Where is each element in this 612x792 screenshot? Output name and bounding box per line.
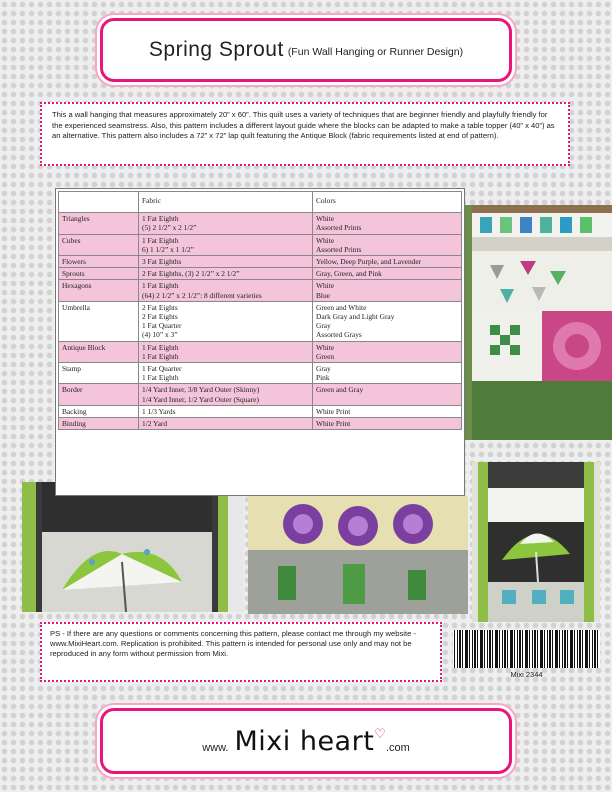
page-title: Spring Sprout xyxy=(148,38,284,61)
fabric-requirements-table xyxy=(55,188,465,496)
table-row xyxy=(59,234,462,255)
table-cell-colors xyxy=(313,256,462,268)
table-cell-block: Border xyxy=(59,384,139,405)
color-line: Assorted Prints xyxy=(316,223,362,233)
fabric-line: 1 Fat Eighth xyxy=(142,281,179,291)
fabric-line: (4) 10” x 3” xyxy=(142,330,178,340)
flowers-photo xyxy=(248,496,468,614)
fabric-line: 1 Fat Quarter xyxy=(142,364,182,374)
color-line: Assorted Prints xyxy=(316,244,362,254)
table-cell-colors xyxy=(313,384,462,405)
table-cell-fabric xyxy=(139,405,313,417)
table-cell-colors xyxy=(313,213,462,234)
color-line: Gray, Green, and Pink xyxy=(316,269,382,279)
brand-logo: Mixi heart xyxy=(234,725,375,757)
quilt-photo-right xyxy=(460,205,612,440)
fabric-line: 2 Fat Eights xyxy=(142,302,178,312)
table-cell-colors xyxy=(313,280,462,301)
table-cell-block: Antique Block xyxy=(59,341,139,362)
color-line: Gray xyxy=(316,364,331,374)
table-cell-block: Sprouts xyxy=(59,268,139,280)
table-cell-fabric xyxy=(139,301,313,341)
heart-icon: ♡ xyxy=(374,726,386,741)
color-line: White Print xyxy=(316,419,351,429)
page-subtitle: (Fun Wall Hanging or Runner Design) xyxy=(287,46,464,58)
table-cell-colors xyxy=(313,234,462,255)
table-row xyxy=(59,341,462,362)
table-cell-fabric xyxy=(139,280,313,301)
color-line: White Print xyxy=(316,406,351,416)
fabric-line: 1/2 Yard xyxy=(142,419,168,429)
color-line: Blue xyxy=(316,290,330,300)
table-header-colors: Colors xyxy=(313,192,462,213)
color-line: White xyxy=(316,235,335,245)
table-cell-block: Binding xyxy=(59,418,139,430)
fabric-line: 1 Fat Quarter xyxy=(142,321,182,331)
footer-banner xyxy=(100,708,512,774)
table-cell-colors xyxy=(313,418,462,430)
fabric-line: (64) 2 1/2” x 2 1/2”: 8 different varieties xyxy=(142,290,262,300)
table-cell-colors xyxy=(313,301,462,341)
color-line: White xyxy=(316,281,335,291)
fabric-line: 1 Fat Eighth xyxy=(142,235,179,245)
umbrella-photo-left xyxy=(22,482,244,612)
color-line: Dark Gray and Light Gray xyxy=(316,312,395,322)
color-line: Green and Gray xyxy=(316,385,364,395)
color-line: Yellow, Deep Purple, and Lavender xyxy=(316,257,422,267)
fabric-line: 1 Fat Eighth xyxy=(142,373,179,383)
table-cell-fabric xyxy=(139,363,313,384)
table-cell-fabric xyxy=(139,384,313,405)
color-line: Assorted Grays xyxy=(316,330,362,340)
barcode xyxy=(453,630,600,668)
intro-text: This a wall hanging that measures approximately 20” x 60”. This quilt uses a variety of techniques that are beginner friendly and playfully friendly for the experienced seamstress. Also, this pattern includes a different layout guide where the blocks can be adapted to make a table topper (40” x 40”) as an alternative. This pattern also includes a 72” x 72” lap quilt featuring the Antique Block (fabric requirements listed at end of pattern). xyxy=(40,102,570,166)
table-header-block xyxy=(59,192,139,213)
table-row xyxy=(59,418,462,430)
table-row xyxy=(59,384,462,405)
table-row xyxy=(59,301,462,341)
fabric-line: 1 Fat Eighth xyxy=(142,342,179,352)
color-line: Green xyxy=(316,351,335,361)
table-row xyxy=(59,213,462,234)
website-suffix: .com xyxy=(385,742,410,754)
fabric-line: 1 Fat Eighth xyxy=(142,351,179,361)
color-line: White xyxy=(316,214,335,224)
color-line: Pink xyxy=(316,373,330,383)
fabric-line: 2 Fat Eighths, (3) 2 1/2” x 2 1/2” xyxy=(142,269,240,279)
table-cell-colors xyxy=(313,268,462,280)
table-cell-block: Flowers xyxy=(59,256,139,268)
table-cell-fabric xyxy=(139,234,313,255)
table-cell-fabric xyxy=(139,418,313,430)
title-banner xyxy=(100,18,512,82)
table-row xyxy=(59,268,462,280)
table-cell-block: Triangles xyxy=(59,213,139,234)
table-header-fabric: Fabric xyxy=(139,192,313,213)
umbrella-photo-right xyxy=(472,462,600,622)
table-row xyxy=(59,256,462,268)
fabric-line: (5) 2 1/2” x 2 1/2” xyxy=(142,223,197,233)
table-cell-block: Hexagons xyxy=(59,280,139,301)
fabric-line: 1/4 Yard Inner, 3/8 Yard Outer (Skinny) xyxy=(142,385,260,395)
table-cell-fabric xyxy=(139,341,313,362)
color-line: Gray xyxy=(316,321,331,331)
table-cell-fabric xyxy=(139,213,313,234)
barcode-label: Mixi 2344 xyxy=(510,670,543,679)
table-cell-colors xyxy=(313,363,462,384)
table-row xyxy=(59,280,462,301)
table-header-row xyxy=(59,192,462,213)
table-cell-block: Umbrella xyxy=(59,301,139,341)
table-cell-fabric xyxy=(139,256,313,268)
fabric-line: 3 Fat Eighths xyxy=(142,257,182,267)
fabric-line: 1 Fat Eighth xyxy=(142,214,179,224)
website-prefix: www. xyxy=(202,742,229,754)
fabric-line: 1/4 Yard Inner, 1/2 Yard Outer (Square) xyxy=(142,394,259,404)
color-line: Green and White xyxy=(316,302,367,312)
color-line: White xyxy=(316,342,335,352)
table-cell-colors xyxy=(313,405,462,417)
ps-note: PS - If there are any questions or comments concerning this pattern, please contact me through my website - www.MixiHeart.com. Replication is prohibited. This pattern is intended for personal use only and may not be reproduced in any form without permission from Mixi. xyxy=(40,622,442,682)
table-row xyxy=(59,363,462,384)
fabric-line: 2 Fat Eights xyxy=(142,312,178,322)
table-cell-block: Backing xyxy=(59,405,139,417)
fabric-line: 6) 1 1/2” x 1 1/2” xyxy=(142,244,194,254)
table-row xyxy=(59,405,462,417)
table-cell-block: Cubes xyxy=(59,234,139,255)
table-cell-fabric xyxy=(139,268,313,280)
table-cell-block: Stamp xyxy=(59,363,139,384)
table-cell-colors xyxy=(313,341,462,362)
fabric-line: 1 1/3 Yards xyxy=(142,406,176,416)
